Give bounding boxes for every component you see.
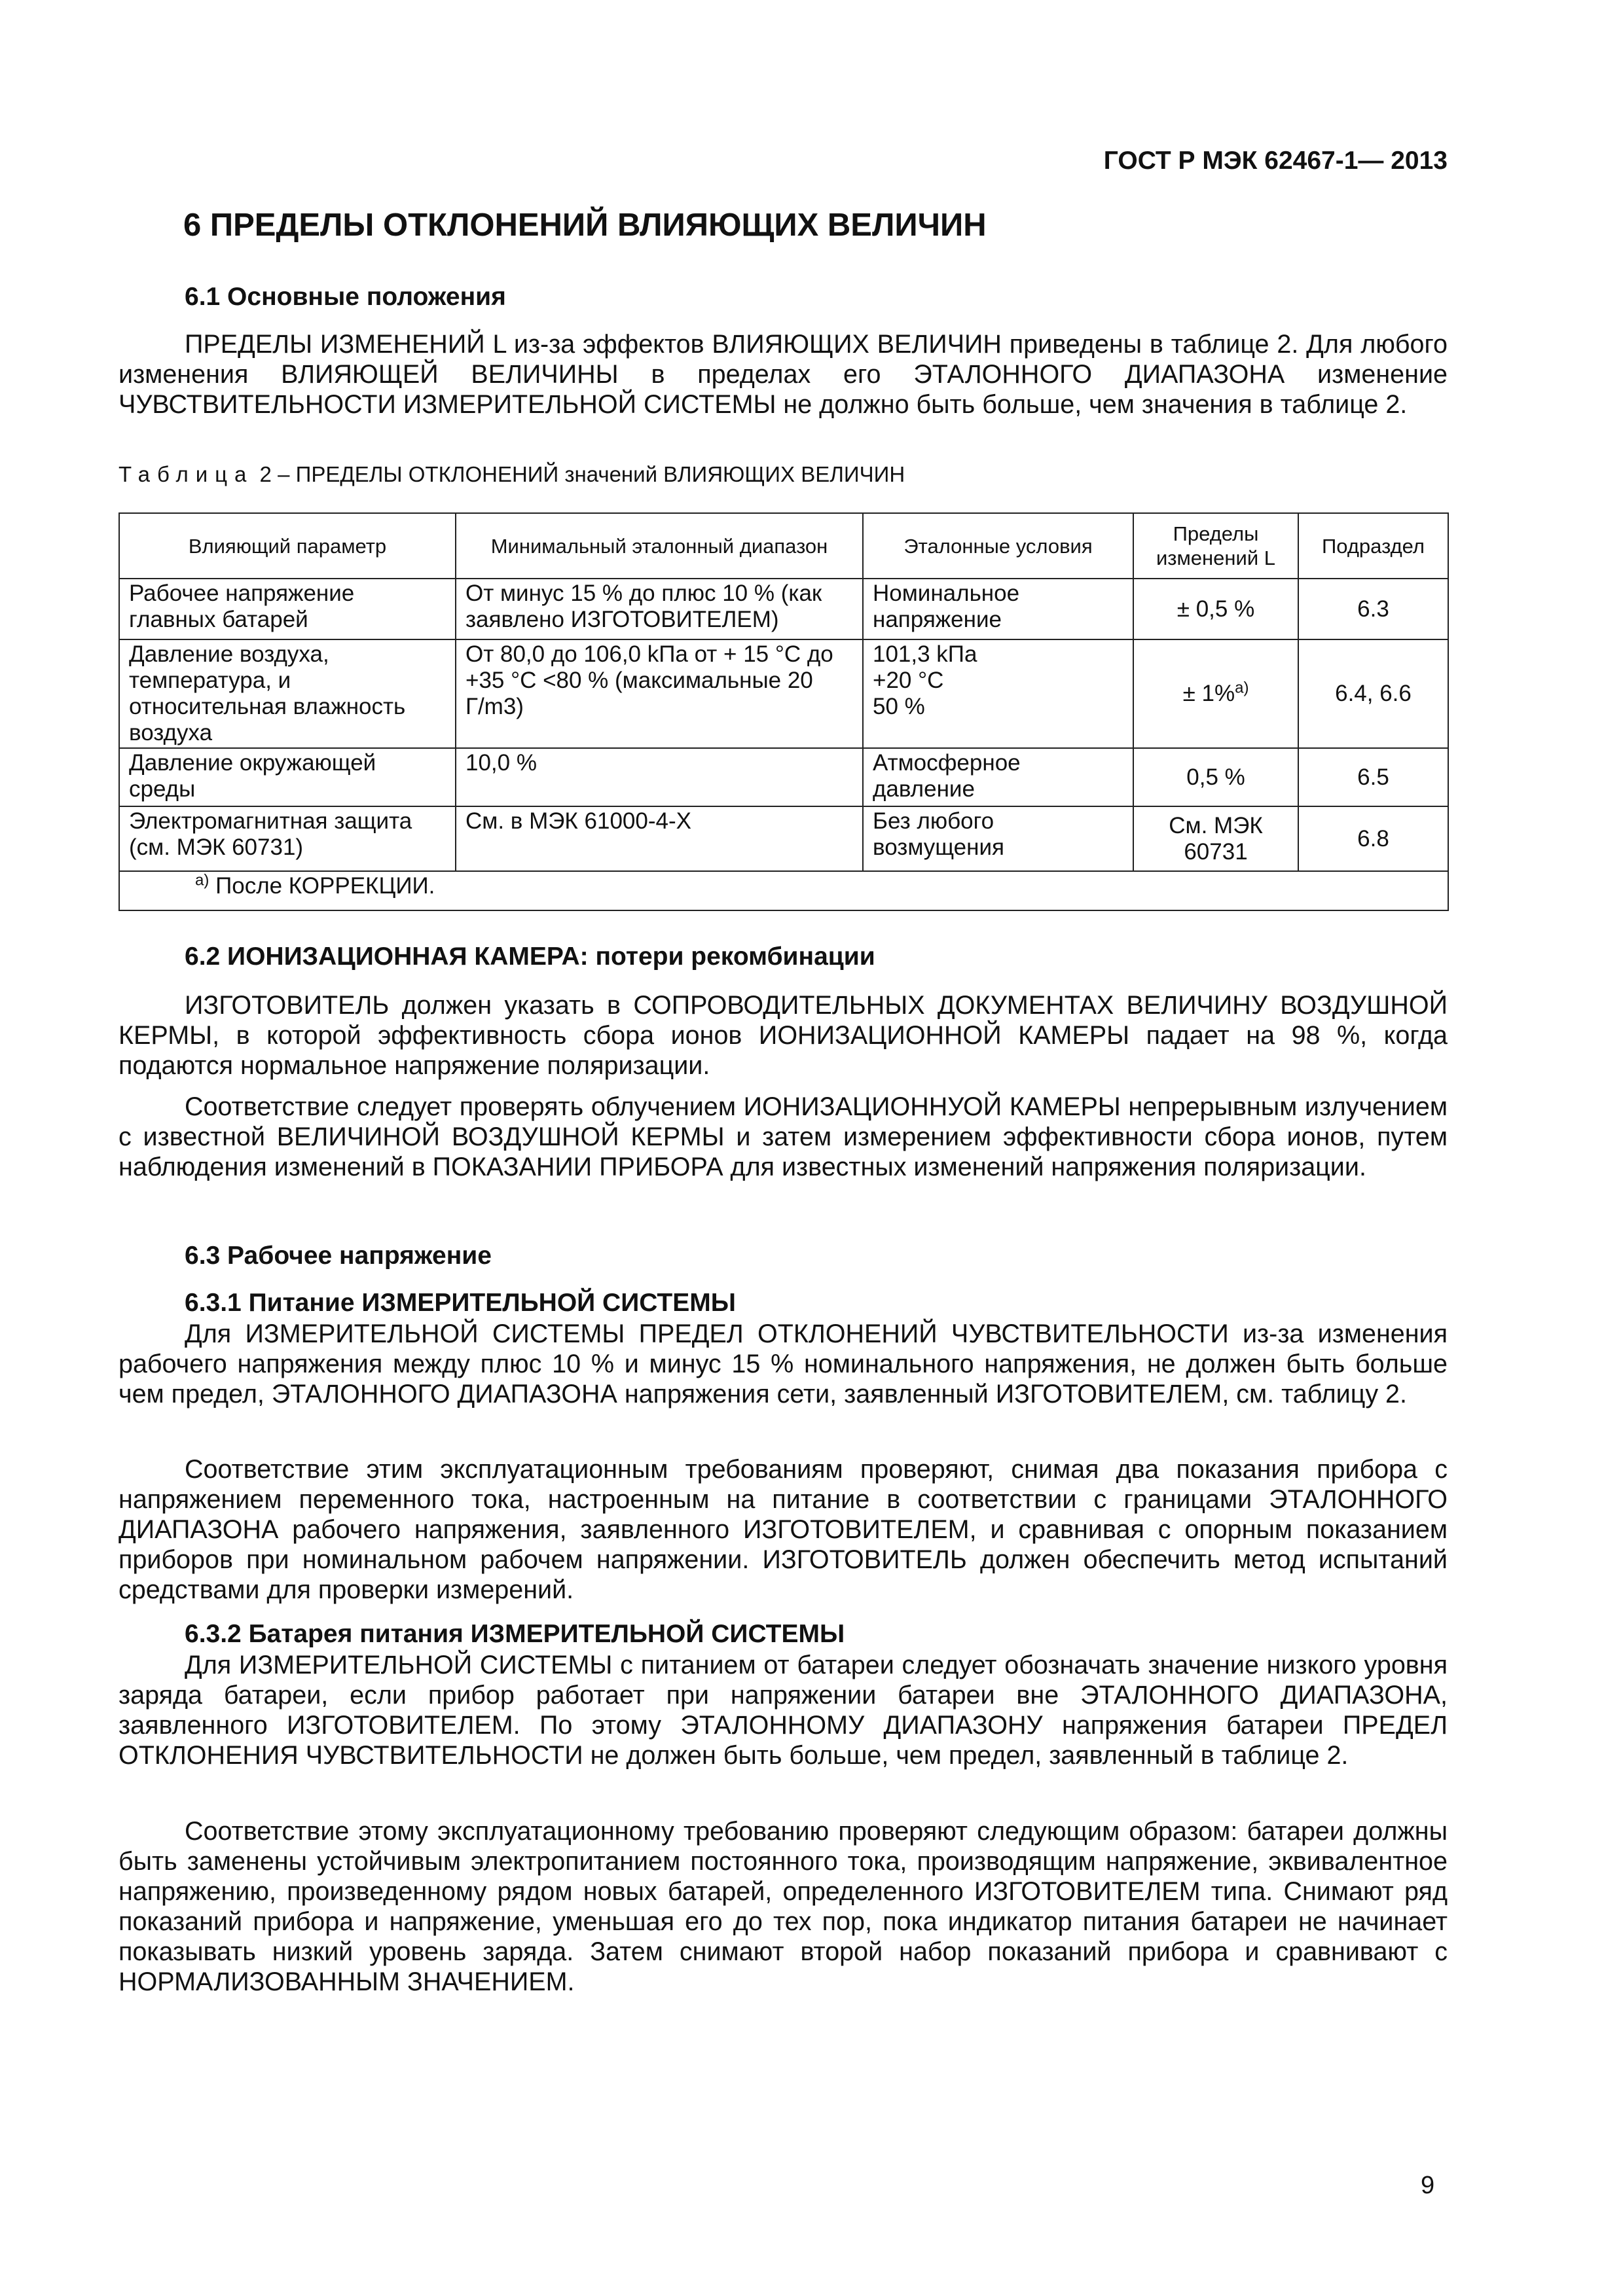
header-cell: Подраздел [1298, 513, 1448, 579]
table-row [119, 806, 1448, 871]
section-6-2-heading: 6.2 ИОНИЗАЦИОННАЯ КАМЕРА: потери рекомбинации [185, 942, 875, 971]
footnote-mark: a) [195, 871, 210, 889]
section-6-3-1-paragraph-2: Соответствие этим эксплуатационным требованиям проверяют, снимая два показания прибора с напряжением переменного тока, настроенным на питание в соответствии с границами ЭТАЛОННОГО ДИАПАЗОНА рабочего напряжения, заявленного ИЗГОТОВИТЕЛЕМ, и сравнивая с опорным показанием приборов при номинальном рабочем напряжении. ИЗГОТОВИТЕЛЬ должен обеспечить метод испытаний средствами для проверки измерений. [119, 1455, 1448, 1604]
chapter-title: 6 ПРЕДЕЛЫ ОТКЛОНЕНИЙ ВЛИЯЮЩИХ ВЕЛИЧИН [183, 207, 987, 243]
table-cell: 0,5 % [1133, 748, 1298, 806]
table-cell: Электромагнитная защита (см. МЭК 60731) [119, 806, 456, 871]
limit-value: ± 1% [1182, 681, 1235, 706]
header-cell: Пределы изменений L [1133, 513, 1298, 579]
table-cell: От минус 15 % до плюс 10 % (как заявлено ИЗГОТОВИТЕЛЕМ) [456, 579, 863, 639]
document-header: ГОСТ Р МЭК 62467-1— 2013 [1103, 147, 1448, 175]
section-6-1-heading: 6.1 Основные положения [185, 283, 506, 311]
table-cell: Номинальное напряжение [863, 579, 1133, 639]
table-cell: Давление окружающей среды [119, 748, 456, 806]
table-caption [119, 462, 905, 487]
influence-limits-table [119, 512, 1449, 911]
table-footnote-row [119, 871, 1448, 910]
section-6-3-2-paragraph-2: Соответствие этому эксплуатационному требованию проверяют следующим образом: батареи должны быть заменены устойчивым электропитанием постоянного тока, производящим напряжение, эквивалентное напряжению, произведенному рядом новых батарей, определенного ИЗГОТОВИТЕЛЕМ типа. Снимают ряд показаний прибора и напряжение, уменьшая его до тех пор, пока индикатор питания батареи не начинает показывать низкий уровень заряда. Затем снимают второй набор показаний прибора и сравнивают с НОРМАЛИЗОВАННЫМ ЗНАЧЕНИЕМ. [119, 1817, 1448, 1996]
table-cell: ± 0,5 % [1133, 579, 1298, 639]
footnote-text: После КОРРЕКЦИИ. [209, 873, 435, 899]
section-6-3-2-heading: 6.3.2 Батарея питания ИЗМЕРИТЕЛЬНОЙ СИСТЕМЫ [185, 1620, 845, 1648]
table-cell: Без любого возмущения [863, 806, 1133, 871]
table-cell [1133, 639, 1298, 748]
section-6-3-2-paragraph-1: Для ИЗМЕРИТЕЛЬНОЙ СИСТЕМЫ с питанием от батареи следует обозначать значение низкого уровня заряда батареи, если прибор работает при напряжении батареи вне ЭТАЛОННОГО ДИАПАЗОНА, заявленного ИЗГОТОВИТЕЛЕМ. По этому ЭТАЛОННОМУ ДИАПАЗОНУ напряжения батареи ПРЕДЕЛ ОТКЛОНЕНИЯ ЧУВСТВИТЕЛЬНОСТИ не должен быть больше, чем предел, заявленный в таблице 2. [119, 1651, 1448, 1770]
table-cell: 6.8 [1298, 806, 1448, 871]
table-cell: 6.3 [1298, 579, 1448, 639]
section-6-3-heading: 6.3 Рабочее напряжение [185, 1242, 492, 1270]
section-6-3-1-heading: 6.3.1 Питание ИЗМЕРИТЕЛЬНОЙ СИСТЕМЫ [185, 1289, 736, 1317]
table-cell: От 80,0 до 106,0 kПа от + 15 °C до +35 °C <80 % (максимальные 20 Г/m3) [456, 639, 863, 748]
table-cell: 6.5 [1298, 748, 1448, 806]
section-6-2-paragraph-2: Соответствие следует проверять облучением ИОНИЗАЦИОННУОЙ КАМЕРЫ непрерывным излучением с известной ВЕЛИЧИНОЙ ВОЗДУШНОЙ КЕРМЫ и затем измерением эффективности сбора ионов, путем наблюдения изменений в ПОКАЗАНИИ ПРИБОРА для известных изменений напряжения поляризации. [119, 1092, 1448, 1181]
header-cell: Эталонные условия [863, 513, 1133, 579]
table-cell: Рабочее напряжение главных батарей [119, 579, 456, 639]
table-row [119, 748, 1448, 806]
page-number: 9 [1421, 2172, 1435, 2199]
table-cell: См. в МЭК 61000-4-X [456, 806, 863, 871]
table-cell: Давление воздуха, температура, и относительная влажность воздуха [119, 639, 456, 748]
section-6-3-1-paragraph-1: Для ИЗМЕРИТЕЛЬНОЙ СИСТЕМЫ ПРЕДЕЛ ОТКЛОНЕНИЙ ЧУВСТВИТЕЛЬНОСТИ из-за изменения рабочего напряжения между плюс 10 % и минус 15 % номинального напряжения, не должен быть больше чем предел, ЭТАЛОННОГО ДИАПАЗОНА напряжения сети, заявленный ИЗГОТОВИТЕЛЕМ, см. таблицу 2. [119, 1319, 1448, 1408]
table-cell: 6.4, 6.6 [1298, 639, 1448, 748]
table-caption-label: Таблица [119, 462, 254, 486]
table-row [119, 639, 1448, 748]
table-footnote [119, 871, 1448, 910]
header-cell: Минимальный эталонный диапазон [456, 513, 863, 579]
footnote-ref: a) [1235, 679, 1249, 697]
header-cell: Влияющий параметр [119, 513, 456, 579]
table-header-row [119, 513, 1448, 579]
table-cell: 10,0 % [456, 748, 863, 806]
table-cell: Атмосферное давление [863, 748, 1133, 806]
section-6-2-paragraph-1: ИЗГОТОВИТЕЛЬ должен указать в СОПРОВОДИТЕЛЬНЫХ ДОКУМЕНТАХ ВЕЛИЧИНУ ВОЗДУШНОЙ КЕРМЫ, в которой эффективность сбора ионов ИОНИЗАЦИОННОЙ КАМЕРЫ падает на 98 %, когда подаются нормальное напряжение поляризации. [119, 991, 1448, 1080]
section-6-1-paragraph: ПРЕДЕЛЫ ИЗМЕНЕНИЙ L из-за эффектов ВЛИЯЮЩИХ ВЕЛИЧИН приведены в таблице 2. Для любого изменения ВЛИЯЮЩЕЙ ВЕЛИЧИНЫ в пределах его ЭТАЛОННОГО ДИАПАЗОНА изменение ЧУВСТВИТЕЛЬНОСТИ ИЗМЕРИТЕЛЬНОЙ СИСТЕМЫ не должно быть больше, чем значения в таблице 2. [119, 330, 1448, 419]
table-row [119, 579, 1448, 639]
table-cell: См. МЭК 60731 [1133, 806, 1298, 871]
table-caption-text: 2 – ПРЕДЕЛЫ ОТКЛОНЕНИЙ значений ВЛИЯЮЩИХ ВЕЛИЧИН [253, 462, 905, 486]
table-cell: 101,3 kПа +20 °C 50 % [863, 639, 1133, 748]
